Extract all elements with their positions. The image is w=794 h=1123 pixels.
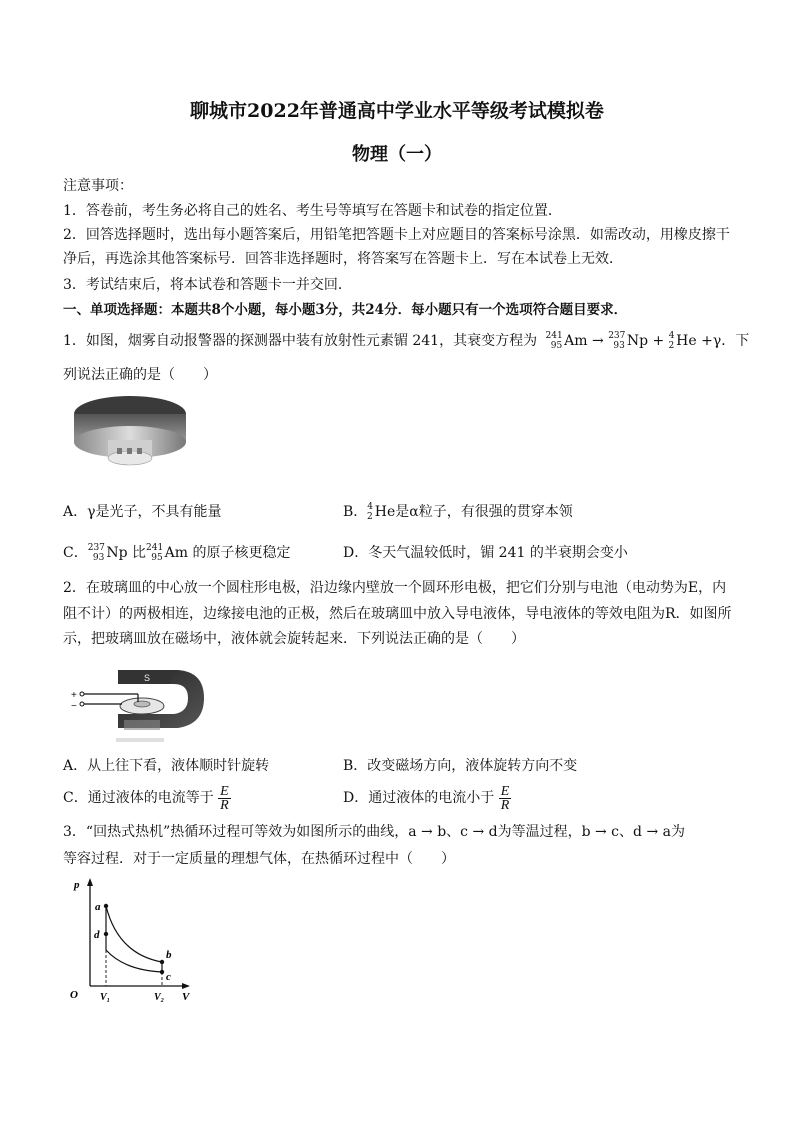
minus-terminal-label: − bbox=[71, 701, 77, 712]
plus-terminal-label: + bbox=[71, 690, 77, 701]
p-axis-label: p bbox=[74, 879, 80, 891]
notice-heading: 注意事项： bbox=[63, 178, 133, 194]
notice-item-2-cont: 净后，再选涂其他答案标号．回答非选择题时，将答案写在答题卡上．写在本试卷上无效． bbox=[63, 251, 623, 267]
pv-cycle-graph bbox=[62, 874, 202, 1004]
isotherm-ab bbox=[106, 906, 162, 962]
v-axis-label: V bbox=[182, 991, 190, 1003]
q1-stem-line1 bbox=[63, 332, 749, 352]
section-heading: 一、单项选择题：本题共8个小题，每小题3分，共24分．每小题只有一个选项符合题目要求． bbox=[63, 302, 628, 318]
q1-option-b[interactable]: B．$^4_2$ He是α粒子，有很强的贯穿本领 bbox=[343, 502, 573, 522]
page-subtitle: 物理（一） bbox=[352, 144, 442, 165]
q2-option-a[interactable]: A．从上往下看，液体顺时针旋转 bbox=[63, 758, 270, 774]
notice-item-3: 3．考试结束后，将本试卷和答题卡一并交回． bbox=[63, 277, 352, 293]
magnet-dish-image bbox=[66, 662, 206, 748]
plus-symbol: + bbox=[652, 333, 665, 349]
point-c-label: c bbox=[166, 971, 171, 983]
magnet-pole-label: S bbox=[144, 673, 151, 683]
q3-stem-line2: 等容过程．对于一定质量的理想气体，在热循环过程中（ ） bbox=[63, 851, 455, 867]
q2-option-c[interactable]: C．通过液体的电流等于 $\frac{E}{R}$ bbox=[63, 783, 229, 813]
arrow-symbol: → bbox=[592, 333, 609, 349]
q1-stem-tail: ．下 bbox=[721, 333, 750, 349]
nuclide-am: $^{241}_{95}$ Am bbox=[545, 331, 588, 351]
q1-option-d[interactable]: D．冬天气温较低时，镅 241 的半衰期会变小 bbox=[343, 545, 628, 561]
point-d-label: d bbox=[94, 929, 100, 941]
q2-stem-line3: 示，把玻璃皿放在磁场中，液体就会旋转起来．下列说法正确的是（ ） bbox=[63, 631, 525, 647]
page-title: 聊城市2022年普通高中学业水平等级考试模拟卷 bbox=[190, 100, 604, 122]
q1-option-c[interactable]: C．$^{237}_{93}$ Np 比$^{241}_{95}$ Am 的原子核更稳定 bbox=[63, 543, 291, 563]
gamma-term: +γ bbox=[701, 333, 722, 349]
q2-option-d[interactable]: D．通过液体的电流小于 $\frac{E}{R}$ bbox=[343, 783, 510, 813]
nuclide-np: $^{237}_{93}$ Np bbox=[608, 331, 649, 351]
q2-stem-line2: 阻不计）的两极相连，边缘接电池的正极，然后在玻璃皿中放入导电液体，导电液体的等效电阻为R．如图所 bbox=[63, 606, 732, 622]
nuclide-he: $^4_2$ He bbox=[668, 331, 697, 351]
point-b-label: b bbox=[166, 949, 172, 961]
fraction-e-over-r: $\frac{E}{R}$ bbox=[220, 783, 229, 813]
q3-stem-line1: 3．“回热式热机”热循环过程可等效为如图所示的曲线，a → b、c → d为等温过程，b → c、d → a为 bbox=[63, 824, 685, 840]
v2-label: V₂ bbox=[154, 992, 165, 1003]
notice-item-2: 2．回答选择题时，选出每小题答案后，用铅笔把答题卡上对应题目的答案标号涂黑．如需改动，用橡皮擦干 bbox=[63, 227, 730, 243]
fraction-e-over-r: $\frac{E}{R}$ bbox=[500, 783, 510, 813]
q1-stem-text: 1．如图，烟雾自动报警器的探测器中装有放射性元素镅 241，其衰变方程为 bbox=[63, 333, 538, 349]
q2-stem-line1: 2．在玻璃皿的中心放一个圆柱形电极，沿边缘内壁放一个圆环形电极，把它们分别与电池（电动势为E，内 bbox=[63, 580, 727, 596]
q1-stem-line2: 列说法正确的是（ ） bbox=[63, 367, 217, 383]
notice-item-1: 1．答卷前，考生务必将自己的姓名、考生号等填写在答题卡和试卷的指定位置． bbox=[63, 203, 562, 219]
point-a-label: a bbox=[95, 901, 101, 913]
v1-label: V₁ bbox=[100, 992, 111, 1003]
q2-option-b[interactable]: B．改变磁场方向，液体旋转方向不变 bbox=[343, 758, 578, 774]
origin-label: O bbox=[70, 989, 78, 1001]
q1-option-a[interactable]: A．γ是光子，不具有能量 bbox=[63, 504, 222, 520]
isotherm-cd bbox=[106, 950, 162, 972]
smoke-detector-image bbox=[70, 392, 190, 482]
